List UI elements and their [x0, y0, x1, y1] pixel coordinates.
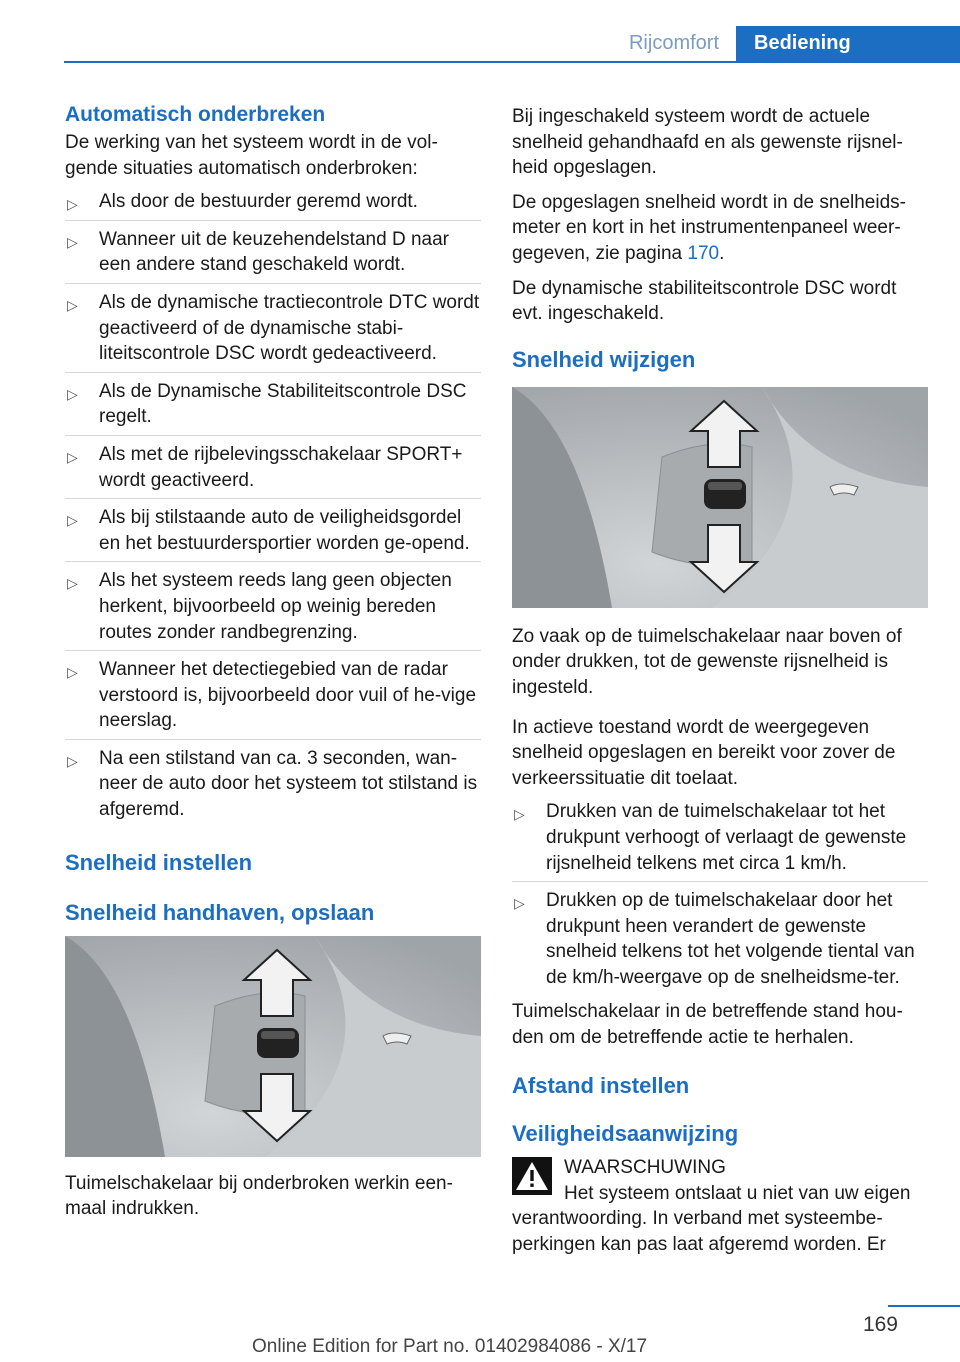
heading-snelheid-wijzigen: Snelheid wijzigen — [512, 346, 696, 372]
triangle-right-icon: ▷ — [67, 296, 78, 313]
list-item: ▷ Als de Dynamische Stabiliteitscontrole DSC regelt. — [65, 373, 481, 436]
warning-triangle-icon — [512, 1157, 552, 1195]
list-item: ▷ Als bij stilstaande auto de veiligheidsgordel en het bestuurdersportier worden ge-opend. — [65, 499, 481, 562]
list-item: ▷ Als het systeem reeds lang geen objecten herkent, bijvoorbeeld op weinig bereden routes zonder randbegrenzing. — [65, 562, 481, 651]
page-link-170[interactable]: 170 — [687, 242, 720, 264]
steering-wheel-rocker-photo — [65, 936, 481, 1157]
paragraph-3: De dynamische stabiliteitscontrole DSC wordt evt. ingeschakeld. — [512, 277, 897, 325]
triangle-right-icon: ▷ — [67, 512, 78, 529]
list-item: ▷ Als de dynamische tractiecontrole DTC wordt geactiveerd of de dynamische stabi-liteitscontrole DSC wordt gedeactiveerd. — [65, 284, 481, 373]
paragraph-1: Bij ingeschakeld systeem wordt de actuele snelheid gehandhaafd en als gewenste rijsnel-heid opgeslagen. — [512, 106, 903, 179]
warning-text-first-line: Het systeem ontslaat u niet van uw eigen — [564, 1182, 911, 1204]
triangle-right-icon: ▷ — [67, 196, 78, 213]
page-header — [0, 0, 960, 62]
warning-block — [512, 1155, 928, 1258]
list-item: ▷ Als door de bestuurder geremd wordt. — [65, 183, 481, 221]
list-item: ▷ Wanneer uit de keuzehendelstand D naar een andere stand geschakeld wordt. — [65, 221, 481, 284]
warning-title: WAARSCHUWING — [564, 1156, 726, 1178]
heading-afstand-instellen: Afstand instellen — [512, 1072, 690, 1098]
list-item: ▷ Na een stilstand van ca. 3 seconden, wan-neer de auto door het systeem tot stilstand is afgeremd. — [67, 747, 478, 821]
triangle-right-icon: ▷ — [514, 895, 525, 912]
heading-snelheid-handhaven: Snelheid handhaven, opslaan — [65, 899, 375, 925]
triangle-right-icon: ▷ — [67, 233, 78, 250]
heading-veiligheidsaanwijzing: Veiligheidsaanwijzing — [512, 1120, 739, 1146]
header-divider — [64, 61, 960, 63]
warning-text-continued: verantwoording. In verband met systeembe-perkingen kan pas laat afgeremd worden. Er — [512, 1208, 886, 1255]
footer-divider — [888, 1305, 960, 1307]
section-tab-bediening: Bediening — [736, 26, 960, 61]
triangle-right-icon: ▷ — [67, 448, 78, 465]
figure-caption: Tuimelschakelaar bij onderbroken werkin een-maal indrukken. — [65, 1172, 453, 1220]
edition-footer: Online Edition for Part no. 01402984086 - X/17 — [252, 1336, 648, 1357]
triangle-right-icon: ▷ — [67, 575, 78, 592]
triangle-right-icon: ▷ — [67, 385, 78, 402]
list-item: ▷ Wanneer het detectiegebied van de radar verstoord is, bijvoorbeeld door vuil of he-vige neerslag. — [65, 651, 481, 740]
triangle-right-icon: ▷ — [67, 664, 78, 681]
paragraph-4: Zo vaak op de tuimelschakelaar naar boven of onder drukken, tot de gewenste rijsnelheid is ingesteld. — [512, 625, 902, 698]
section-tab-rijcomfort: Rijcomfort — [628, 32, 719, 54]
rocker-behaviour-list — [512, 793, 928, 995]
heading-snelheid-instellen: Snelheid instellen — [65, 849, 253, 875]
list-item: ▷ Als met de rijbelevingsschakelaar SPORT+ wordt geactiveerd. — [65, 436, 481, 499]
intro-paragraph: De werking van het systeem wordt in de vol-gende situaties automatisch onderbroken: — [65, 132, 438, 179]
steering-wheel-rocker-photo-2 — [512, 387, 928, 608]
list-item: ▷ Drukken op de tuimelschakelaar door het drukpunt heen verandert de gewenste snelheid telkens tot het volgende tiental van de km/h-weergave op de snelheidsme-ter. — [514, 890, 915, 988]
right-column — [512, 104, 928, 1257]
rocker-switch-illustration — [512, 387, 928, 608]
paragraph-6: Tuimelschakelaar in de betreffende stand hou-den om de betreffende actie te herhalen. — [512, 1001, 903, 1049]
paragraph-5: In actieve toestand wordt de weergegeven snelheid opgeslagen en bereikt voor zover de verkeerssituatie dit toelaat. — [512, 716, 896, 789]
left-column — [65, 100, 481, 1231]
page-number: 169 — [862, 1313, 898, 1336]
interrupt-conditions-list — [65, 183, 481, 827]
rocker-switch-illustration — [65, 936, 481, 1157]
triangle-right-icon: ▷ — [514, 806, 525, 823]
list-item: ▷ Drukken van de tuimelschakelaar tot het drukpunt verhoogt of verlaagt de gewenste rijsnelheid telkens met circa 1 km/h. — [512, 793, 928, 882]
triangle-right-icon: ▷ — [67, 752, 78, 769]
heading-automatisch-onderbreken: Automatisch onderbreken — [65, 103, 326, 126]
paragraph-2: De opgeslagen snelheid wordt in de snelheids-meter en kort in het instrumentenpaneel weer-gegeven, zie pagina 170. — [512, 191, 906, 264]
